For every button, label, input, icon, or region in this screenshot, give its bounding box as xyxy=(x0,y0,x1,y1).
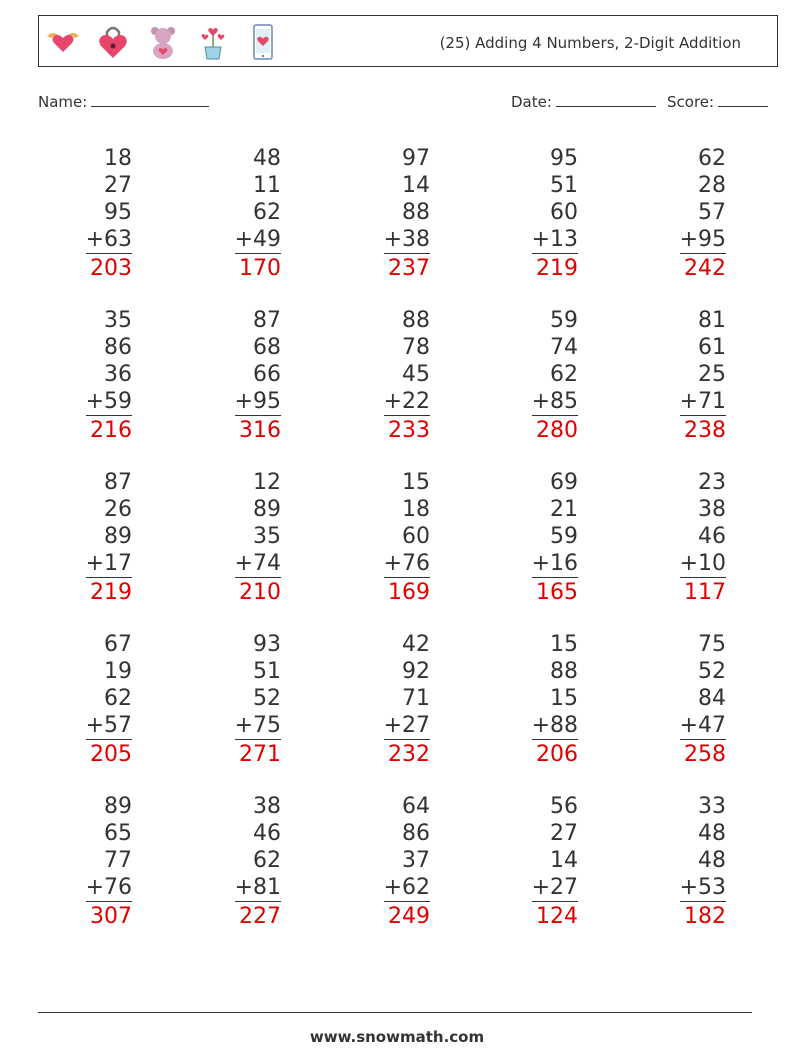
last-addend: +75 xyxy=(234,713,281,738)
last-addend-row xyxy=(488,874,578,902)
addend: 64 xyxy=(402,794,430,819)
addend: 88 xyxy=(402,308,430,333)
last-addend: +85 xyxy=(531,389,578,414)
addition-problem xyxy=(191,145,281,283)
addition-problem xyxy=(340,793,430,931)
addition-problem xyxy=(636,469,726,607)
addend: 19 xyxy=(104,659,132,684)
addition-problem xyxy=(191,631,281,769)
last-addend-row xyxy=(488,226,578,254)
addend: 27 xyxy=(550,821,578,846)
last-addend: +10 xyxy=(679,551,726,576)
name-line[interactable] xyxy=(91,92,209,107)
addend: 78 xyxy=(402,335,430,360)
addition-problem xyxy=(42,793,132,931)
answer: 169 xyxy=(388,580,430,605)
addition-problem xyxy=(340,145,430,283)
last-addend-row xyxy=(42,550,132,578)
last-addend-row xyxy=(42,874,132,902)
addend: 60 xyxy=(402,524,430,549)
addend: 74 xyxy=(550,335,578,360)
addend: 88 xyxy=(402,200,430,225)
answer: 249 xyxy=(388,904,430,929)
addend: 52 xyxy=(698,659,726,684)
last-addend: +95 xyxy=(679,227,726,252)
addend: 89 xyxy=(104,794,132,819)
last-addend-row xyxy=(340,550,430,578)
addition-problem xyxy=(42,469,132,607)
last-addend-row xyxy=(42,388,132,416)
addend: 66 xyxy=(253,362,281,387)
addend: 26 xyxy=(104,497,132,522)
addition-problem xyxy=(191,793,281,931)
addend: 89 xyxy=(253,497,281,522)
addition-problem xyxy=(340,469,430,607)
last-addend: +16 xyxy=(531,551,578,576)
last-addend: +59 xyxy=(85,389,132,414)
addend: 60 xyxy=(550,200,578,225)
last-addend: +17 xyxy=(85,551,132,576)
addition-problem xyxy=(191,469,281,607)
addend: 56 xyxy=(550,794,578,819)
addend: 84 xyxy=(698,686,726,711)
last-addend: +22 xyxy=(383,389,430,414)
addend: 51 xyxy=(550,173,578,198)
addend: 48 xyxy=(698,821,726,846)
addend: 59 xyxy=(550,524,578,549)
addition-problem xyxy=(340,307,430,445)
last-addend-row xyxy=(340,388,430,416)
addend: 35 xyxy=(253,524,281,549)
answer: 182 xyxy=(684,904,726,929)
addend: 69 xyxy=(550,470,578,495)
addend: 57 xyxy=(698,200,726,225)
last-addend: +38 xyxy=(383,227,430,252)
addition-problem xyxy=(488,469,578,607)
heart-plant-icon xyxy=(193,20,233,64)
addend: 95 xyxy=(550,146,578,171)
phone-heart-icon xyxy=(243,20,283,64)
addend: 86 xyxy=(104,335,132,360)
icon-strip xyxy=(43,20,283,64)
addition-problem xyxy=(636,631,726,769)
addend: 62 xyxy=(550,362,578,387)
last-addend-row xyxy=(340,712,430,740)
addend: 36 xyxy=(104,362,132,387)
addition-problem xyxy=(340,631,430,769)
addend: 45 xyxy=(402,362,430,387)
answer: 219 xyxy=(90,580,132,605)
addition-problem xyxy=(636,145,726,283)
last-addend: +62 xyxy=(383,875,430,900)
addition-problem xyxy=(488,145,578,283)
addend: 42 xyxy=(402,632,430,657)
teddy-bear-icon xyxy=(143,20,183,64)
last-addend: +76 xyxy=(85,875,132,900)
addend: 52 xyxy=(253,686,281,711)
addend: 11 xyxy=(253,173,281,198)
addend: 38 xyxy=(253,794,281,819)
date-label: Date: xyxy=(511,93,552,111)
addend: 12 xyxy=(253,470,281,495)
answer: 203 xyxy=(90,256,132,281)
last-addend-row xyxy=(191,550,281,578)
addend: 37 xyxy=(402,848,430,873)
last-addend-row xyxy=(636,550,726,578)
addition-problem xyxy=(42,307,132,445)
last-addend: +74 xyxy=(234,551,281,576)
last-addend-row xyxy=(191,226,281,254)
addition-problem xyxy=(488,307,578,445)
addend: 75 xyxy=(698,632,726,657)
addend: 14 xyxy=(550,848,578,873)
addend: 48 xyxy=(698,848,726,873)
addend: 61 xyxy=(698,335,726,360)
addend: 15 xyxy=(550,632,578,657)
last-addend: +63 xyxy=(85,227,132,252)
addend: 33 xyxy=(698,794,726,819)
answer: 258 xyxy=(684,742,726,767)
last-addend-row xyxy=(191,874,281,902)
answer: 124 xyxy=(536,904,578,929)
addend: 67 xyxy=(104,632,132,657)
addend: 62 xyxy=(104,686,132,711)
footer-site: www.snowmath.com xyxy=(309,1028,485,1046)
addend: 87 xyxy=(104,470,132,495)
worksheet-header xyxy=(38,15,778,67)
last-addend-row xyxy=(191,712,281,740)
addend: 48 xyxy=(253,146,281,171)
addition-problem xyxy=(636,307,726,445)
addition-problem xyxy=(191,307,281,445)
answer: 242 xyxy=(684,256,726,281)
answer: 165 xyxy=(536,580,578,605)
last-addend: +88 xyxy=(531,713,578,738)
last-addend-row xyxy=(636,388,726,416)
answer: 227 xyxy=(239,904,281,929)
last-addend: +76 xyxy=(383,551,430,576)
last-addend-row xyxy=(636,712,726,740)
addend: 51 xyxy=(253,659,281,684)
answer: 238 xyxy=(684,418,726,443)
addend: 89 xyxy=(104,524,132,549)
last-addend-row xyxy=(340,226,430,254)
addend: 65 xyxy=(104,821,132,846)
addend: 59 xyxy=(550,308,578,333)
addend: 93 xyxy=(253,632,281,657)
answer: 237 xyxy=(388,256,430,281)
last-addend-row xyxy=(340,874,430,902)
addend: 62 xyxy=(698,146,726,171)
last-addend: +81 xyxy=(234,875,281,900)
last-addend-row xyxy=(636,874,726,902)
date-line[interactable] xyxy=(556,92,656,107)
name-field[interactable] xyxy=(38,92,209,111)
date-field[interactable] xyxy=(511,92,656,111)
addend: 35 xyxy=(104,308,132,333)
answer: 205 xyxy=(90,742,132,767)
addend: 88 xyxy=(550,659,578,684)
addend: 71 xyxy=(402,686,430,711)
answer: 233 xyxy=(388,418,430,443)
answer: 216 xyxy=(90,418,132,443)
winged-heart-icon xyxy=(43,20,83,64)
addend: 14 xyxy=(402,173,430,198)
last-addend: +53 xyxy=(679,875,726,900)
last-addend-row xyxy=(488,712,578,740)
footer-divider xyxy=(38,1012,752,1013)
addend: 18 xyxy=(104,146,132,171)
heart-lock-icon xyxy=(93,20,133,64)
addend: 97 xyxy=(402,146,430,171)
addend: 25 xyxy=(698,362,726,387)
score-line[interactable] xyxy=(718,92,768,107)
last-addend: +49 xyxy=(234,227,281,252)
page-title: (25) Adding 4 Numbers, 2-Digit Addition xyxy=(439,34,741,52)
addend: 81 xyxy=(698,308,726,333)
last-addend-row xyxy=(42,226,132,254)
last-addend: +47 xyxy=(679,713,726,738)
last-addend-row xyxy=(191,388,281,416)
last-addend: +71 xyxy=(679,389,726,414)
score-label: Score: xyxy=(667,93,715,111)
addend: 77 xyxy=(104,848,132,873)
addition-problem xyxy=(488,631,578,769)
addend: 62 xyxy=(253,848,281,873)
answer: 232 xyxy=(388,742,430,767)
answer: 117 xyxy=(684,580,726,605)
addend: 23 xyxy=(698,470,726,495)
answer: 271 xyxy=(239,742,281,767)
addend: 87 xyxy=(253,308,281,333)
last-addend-row xyxy=(636,226,726,254)
addend: 46 xyxy=(253,821,281,846)
addend: 21 xyxy=(550,497,578,522)
addition-problem xyxy=(488,793,578,931)
last-addend-row xyxy=(488,550,578,578)
last-addend-row xyxy=(488,388,578,416)
score-field[interactable] xyxy=(667,92,768,111)
addend: 38 xyxy=(698,497,726,522)
addend: 15 xyxy=(550,686,578,711)
last-addend: +27 xyxy=(383,713,430,738)
addition-problem xyxy=(42,145,132,283)
last-addend: +95 xyxy=(234,389,281,414)
addend: 15 xyxy=(402,470,430,495)
name-label: Name: xyxy=(38,93,88,111)
answer: 316 xyxy=(239,418,281,443)
answer: 219 xyxy=(536,256,578,281)
addend: 95 xyxy=(104,200,132,225)
addend: 62 xyxy=(253,200,281,225)
last-addend: +27 xyxy=(531,875,578,900)
answer: 170 xyxy=(239,256,281,281)
addend: 27 xyxy=(104,173,132,198)
answer: 307 xyxy=(90,904,132,929)
addend: 68 xyxy=(253,335,281,360)
answer: 280 xyxy=(536,418,578,443)
addend: 46 xyxy=(698,524,726,549)
addend: 28 xyxy=(698,173,726,198)
last-addend-row xyxy=(42,712,132,740)
addend: 18 xyxy=(402,497,430,522)
last-addend: +13 xyxy=(531,227,578,252)
last-addend: +57 xyxy=(85,713,132,738)
addition-problem xyxy=(42,631,132,769)
answer: 206 xyxy=(536,742,578,767)
addend: 86 xyxy=(402,821,430,846)
answer: 210 xyxy=(239,580,281,605)
addition-problem xyxy=(636,793,726,931)
addend: 92 xyxy=(402,659,430,684)
